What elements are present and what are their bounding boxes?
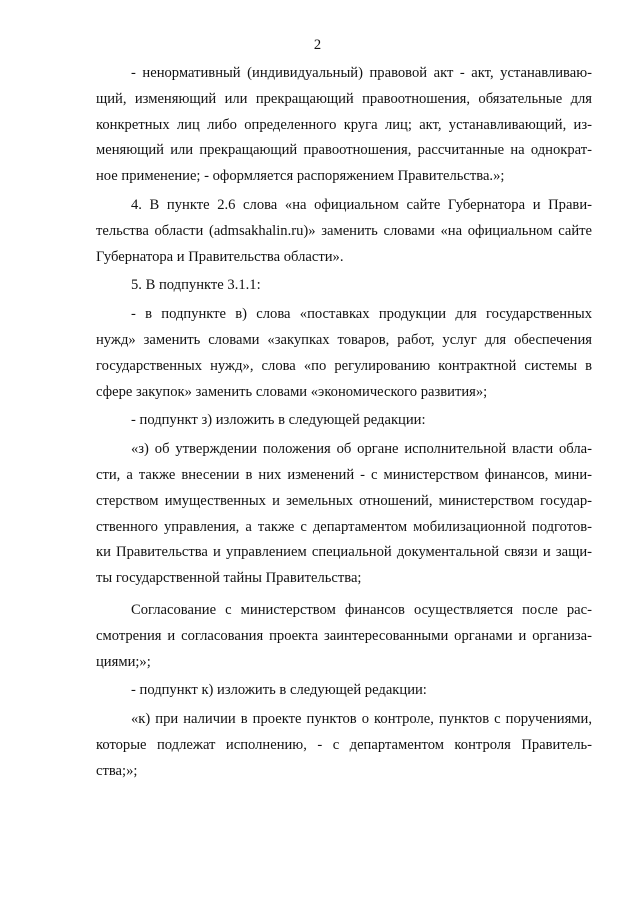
text-line: стерством имущественных и земельных отношений, министерством государ- bbox=[96, 492, 592, 509]
document-body bbox=[96, 61, 592, 785]
text-line: 5. В подпункте 3.1.1: bbox=[131, 277, 261, 294]
text-line: щий, изменяющий или прекращающий правоотношения, обязательные для bbox=[96, 90, 592, 107]
text-line: сфере закупок» заменить словами «экономического развития»; bbox=[96, 383, 488, 400]
text-line: меняющий или прекращающий правоотношения, рассчитанные на однократ- bbox=[96, 142, 592, 159]
text-line: Согласование с министерством финансов осуществляется после рас- bbox=[131, 601, 592, 618]
text-line: ты государственной тайны Правительства; bbox=[96, 570, 362, 587]
text-line: - в подпункте в) слова «поставках продукции для государственных bbox=[131, 306, 592, 323]
text-line: тельства области (admsakhalin.ru)» заменить словами «на официальном сайте bbox=[96, 222, 592, 239]
text-line: государственных нужд», слова «по регулированию контрактной системы в bbox=[96, 357, 592, 374]
text-line: - ненормативный (индивидуальный) правовой акт - акт, устанавливаю- bbox=[131, 65, 592, 81]
text-line: 4. В пункте 2.6 слова «на официальном сайте Губернатора и Прави- bbox=[131, 196, 592, 213]
text-line: которые подлежат исполнению, - с департаментом контроля Правитель- bbox=[96, 736, 592, 753]
page-number: 2 bbox=[313, 37, 322, 53]
text-line: сти, а также внесении в них изменений - с министерством финансов, мини- bbox=[96, 466, 592, 483]
text-line: ства;»; bbox=[96, 762, 138, 779]
text-line: смотрения и согласования проекта заинтересованными органами и организа- bbox=[96, 627, 592, 644]
text-line: - подпункт к) изложить в следующей редакции: bbox=[131, 682, 427, 699]
text-line: циями;»; bbox=[96, 653, 151, 670]
text-line: нужд» заменить словами «закупках товаров, работ, услуг для обеспечения bbox=[96, 331, 592, 348]
text-line: ственного управления, а также с департаментом мобилизационной подготов- bbox=[96, 518, 592, 535]
text-line: - подпункт з) изложить в следующей редакции: bbox=[131, 412, 426, 429]
text-line: «з) об утверждении положения об органе исполнительной власти обла- bbox=[131, 441, 592, 458]
text-line: «к) при наличии в проекте пунктов о контроле, пунктов с поручениями, bbox=[131, 711, 592, 728]
text-line: конкретных лиц либо определенного круга лиц; акт, устанавливающий, из- bbox=[96, 116, 592, 133]
text-line: ное применение; - оформляется распоряжением Правительства.»; bbox=[96, 168, 505, 185]
text-line: Губернатора и Правительства области». bbox=[96, 248, 344, 265]
text-line: ки Правительства и управлением специальной документальной связи и защи- bbox=[96, 544, 592, 561]
